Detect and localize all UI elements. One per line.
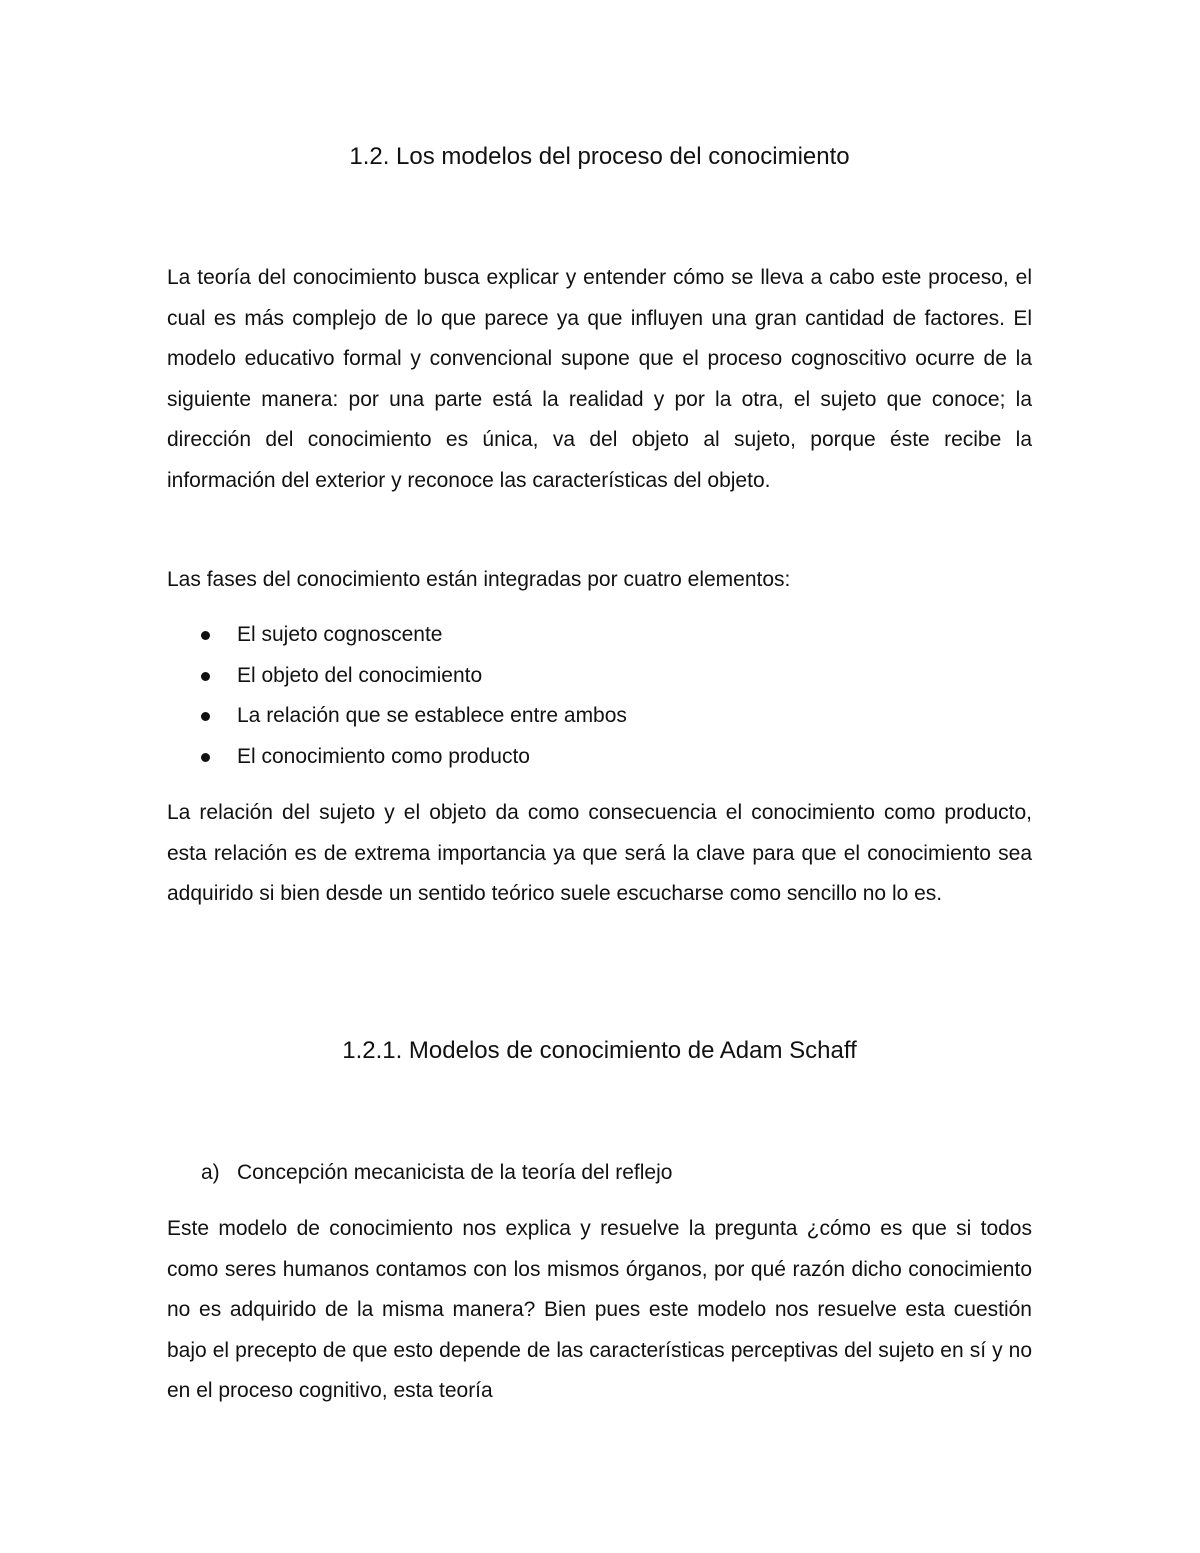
list-item-text: El objeto del conocimiento: [237, 663, 483, 687]
list-item: [167, 656, 1032, 697]
paragraph-relation: La relación del sujeto y el objeto da como consecuencia el conocimiento como producto, esta relación es de extrema importancia ya que será la clave para que el conocimiento sea adquirido si bien desde un sentido teórico suele escucharse como sencillo no lo es.: [167, 801, 1032, 906]
paragraph-intro: La teoría del conocimiento busca explicar y entender cómo se lleva a cabo este proceso, el cual es más complejo de lo que parece ya que influyen una gran cantidad de factores. El modelo educativo formal y convencional supone que el proceso cognoscitivo ocurre de la siguiente manera: por una parte está la realidad y por la otra, el sujeto que conoce; la dirección del conocimiento es única, va del objeto al sujeto, porque éste recibe la información del exterior y reconoce las características del objeto.: [167, 266, 1032, 492]
enumerated-text: Concepción mecanicista de la teoría del reflejo: [237, 1161, 673, 1184]
bullet-dot-icon: [201, 672, 210, 681]
list-item: [167, 737, 1032, 778]
enumerated-item: [201, 1153, 672, 1193]
bullet-dot-icon: [201, 631, 210, 640]
list-item-text: La relación que se establece entre ambos: [237, 704, 627, 728]
bullet-dot-icon: [201, 712, 210, 721]
bullet-dot-icon: [201, 753, 210, 762]
subsection-heading: 1.2.1. Modelos de conocimiento de Adam Schaff: [342, 1037, 857, 1064]
paragraph-model: Este modelo de conocimiento nos explica y resuelve la pregunta ¿cómo es que si todos como seres humanos contamos con los mismos órganos, por qué razón dicho conocimiento no es adquirido de la misma manera? Bien pues este modelo nos resuelve esta cuestión bajo el precepto de que esto depende de las características perceptivas del sujeto en sí y no en el proceso cognitivo, esta teoría: [167, 1217, 1032, 1403]
bullet-list: [167, 615, 1032, 777]
section-heading: 1.2. Los modelos del proceso del conocimiento: [349, 143, 850, 170]
list-item-text: El conocimiento como producto: [237, 744, 530, 768]
list-item-text: El sujeto cognoscente: [237, 623, 443, 646]
enumerated-marker: a): [201, 1161, 220, 1184]
list-item: [167, 615, 1032, 656]
paragraph-phases: Las fases del conocimiento están integradas por cuatro elementos:: [167, 568, 791, 591]
list-item: [167, 696, 1032, 737]
